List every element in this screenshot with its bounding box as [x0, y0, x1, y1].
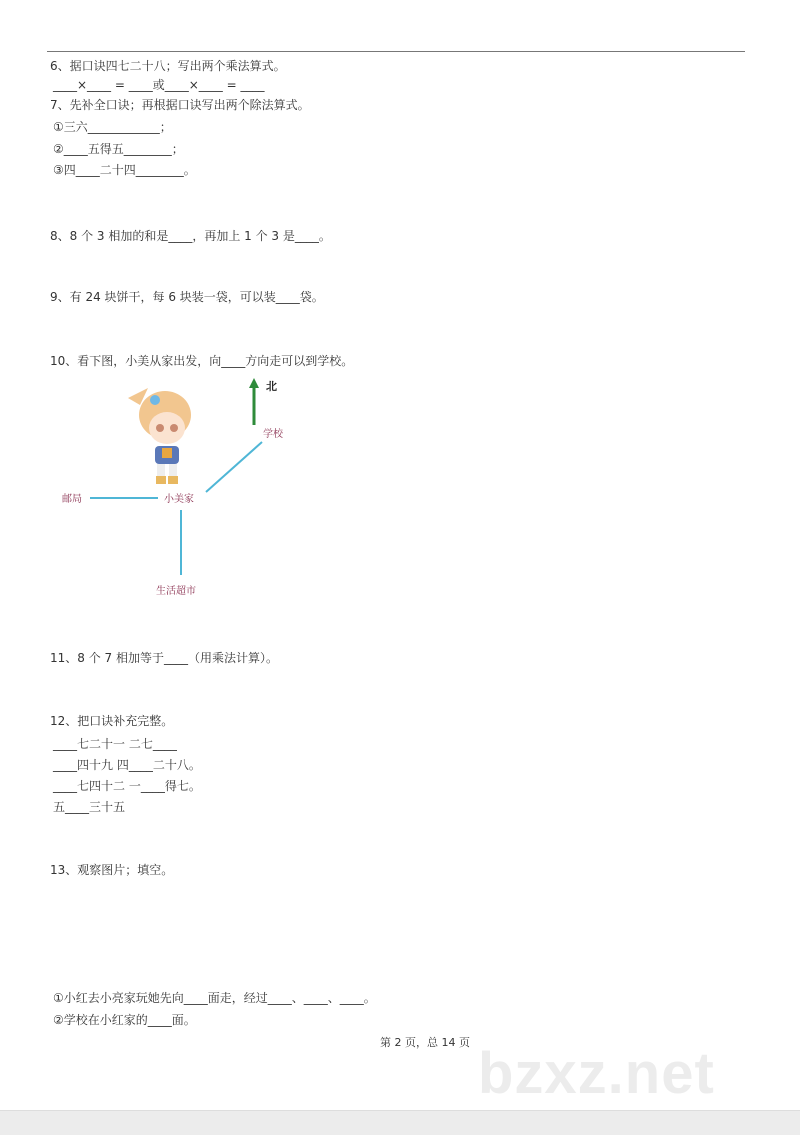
- road-to-school: [206, 442, 262, 492]
- q13-item: ②学校在小红家的____面。: [53, 1013, 196, 1027]
- q6-blanks: ____×____ = ____或____×____ = ____: [53, 78, 265, 92]
- school-label: 学校: [263, 429, 283, 440]
- q9-title: 9、有 24 块饼干，每 6 块装一袋，可以装____袋。: [50, 290, 324, 304]
- post-office-label: 邮局: [62, 494, 82, 505]
- supermarket-label: 生活超市: [156, 586, 196, 597]
- watermark: bzxz.net: [478, 1041, 715, 1106]
- page-footer: 第 2 页，总 14 页: [380, 1036, 470, 1049]
- q6-title: 6、据口诀四七二十八；写出两个乘法算式。: [50, 59, 286, 73]
- q7-title: 7、先补全口诀；再根据口诀写出两个除法算式。: [50, 98, 310, 112]
- home-label: 小美家: [164, 494, 194, 505]
- q12-item: ____七四十二 一____得七。: [53, 779, 201, 793]
- q11-title: 11、8 个 7 相加等于____（用乘法计算）。: [50, 651, 278, 665]
- q13-title: 13、观察图片；填空。: [50, 863, 174, 877]
- q13-item: ①小红去小亮家玩她先向____面走，经过____、____、____。: [53, 991, 376, 1005]
- q7-item: ①三六____________；: [53, 120, 172, 134]
- q12-item: 五____三十五: [53, 800, 126, 814]
- q12-item: ____四十九 四____二十八。: [53, 758, 201, 772]
- north-arrow-head: [249, 378, 259, 388]
- q10-title: 10、看下图，小美从家出发，向____方向走可以到学校。: [50, 354, 354, 368]
- q8-title: 8、8 个 3 相加的和是____，再加上 1 个 3 是____。: [50, 229, 331, 243]
- page-gap: [0, 1110, 800, 1135]
- q12-item: ____七二十一 二七____: [53, 737, 177, 751]
- north-label: 北: [266, 380, 277, 393]
- q7-item: ③四____二十四________。: [53, 163, 196, 177]
- q7-item: ②____五得五________；: [53, 142, 184, 156]
- girl-illustration: [128, 388, 191, 484]
- q12-title: 12、把口诀补充完整。: [50, 714, 174, 728]
